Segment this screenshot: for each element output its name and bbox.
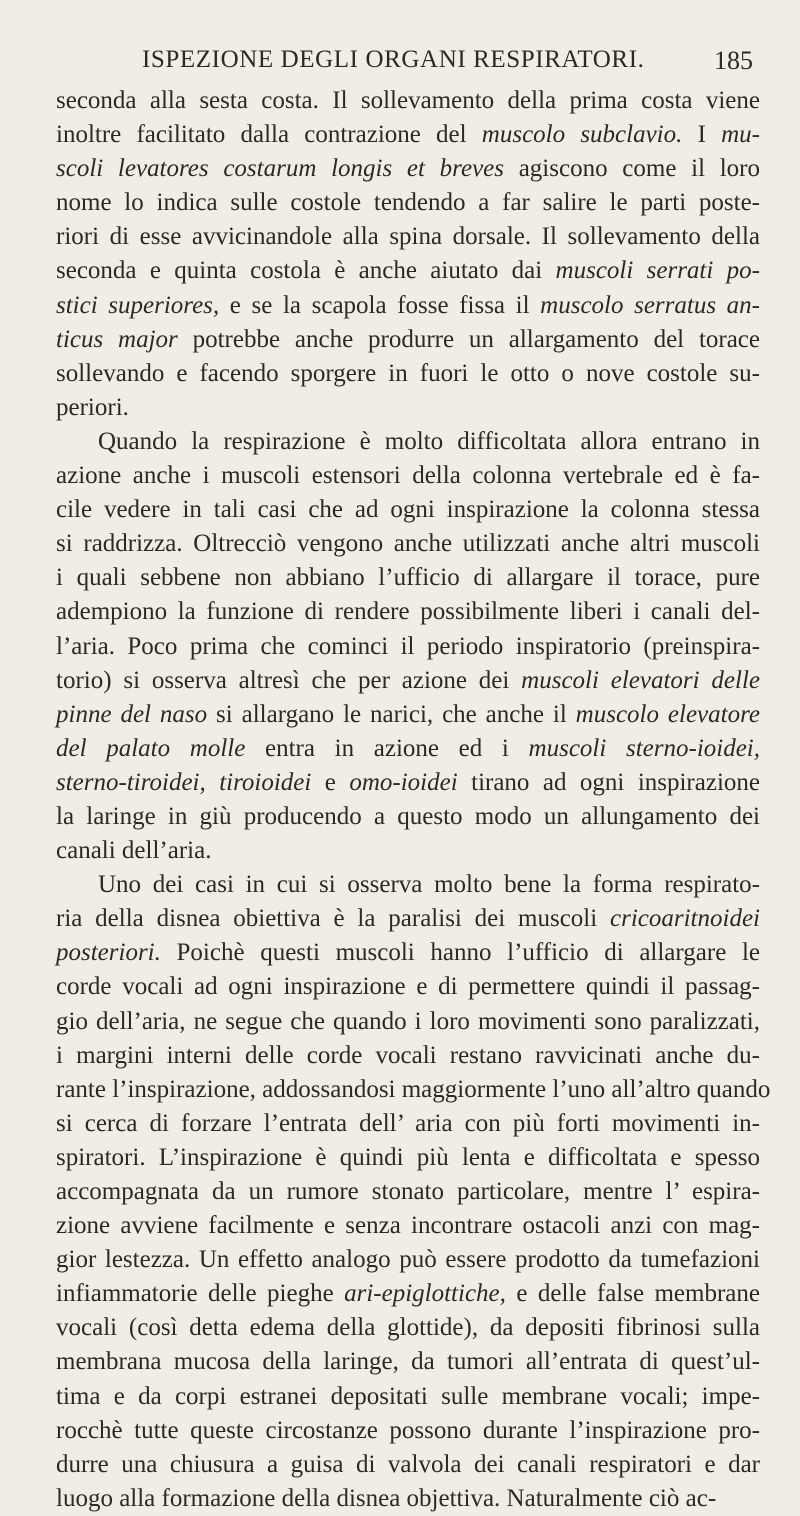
text-line xyxy=(56,493,760,527)
text-line xyxy=(56,1277,760,1311)
text-run: sollevando e facendo sporgere in fuori le otto o nove costole su- xyxy=(56,359,760,387)
italic-term: omo-ioidei xyxy=(349,768,458,796)
text-line xyxy=(56,834,760,868)
text-run: periori. xyxy=(56,393,129,421)
text-run: accompagnata da un rumore stonato particolare, mentre l’ espira- xyxy=(56,1178,760,1205)
text-run: corde vocali ad ogni inspirazione e di permettere quindi il passag- xyxy=(56,973,760,1001)
text-line xyxy=(56,425,760,459)
text-run: durre una chiusura a guisa di valvola dei canali respiratori e dar xyxy=(56,1450,760,1478)
text-line xyxy=(56,289,760,323)
text-line xyxy=(56,1209,760,1243)
text-run: si cerca di forzare l’entrata dell’ aria con più forti movimenti in- xyxy=(56,1109,760,1137)
italic-term: muscoli elevatori delle xyxy=(521,666,760,694)
italic-term: posteriori. xyxy=(56,939,161,967)
text-line xyxy=(56,1073,771,1107)
text-line xyxy=(56,664,760,698)
text-line xyxy=(56,1039,760,1073)
text-run: riori di esse avvicinandole alla spina dorsale. Il sollevamento della xyxy=(56,223,760,251)
text-line xyxy=(56,595,760,629)
text-line xyxy=(56,561,760,595)
text-run: cile vedere in tali casi che ad ogni inspirazione la colonna stessa xyxy=(56,496,760,524)
text-line xyxy=(56,391,760,425)
text-run: azione anche i muscoli estensori della colonna vertebrale ed è fa- xyxy=(56,462,760,490)
text-line xyxy=(56,1380,760,1414)
italic-term: pinne del naso xyxy=(56,700,208,728)
text-line xyxy=(56,800,760,834)
text-line xyxy=(56,1482,760,1516)
page-number: 185 xyxy=(714,46,753,75)
text-run: zione avviene facilmente e senza incontrare ostacoli anzi con mag- xyxy=(56,1212,760,1240)
text-run: i quali sebbene non abbiano l’ufficio di allargare il torace, pure xyxy=(56,564,760,592)
text-line xyxy=(56,1448,760,1482)
text-run: l’aria. Poco prima che cominci il periodo inspiratorio (preinspira- xyxy=(56,632,760,660)
italic-term: muscolo subclavio. xyxy=(481,121,683,149)
text-run: canali dell’aria. xyxy=(56,837,212,865)
text-line xyxy=(56,1243,760,1277)
text-run: I xyxy=(682,121,722,149)
italic-term: muscoli serrati po- xyxy=(555,257,760,285)
running-head xyxy=(0,38,800,78)
text-line xyxy=(56,766,760,800)
text-run: e se la scapola fosse fissa il xyxy=(219,291,541,319)
text-line xyxy=(56,323,760,357)
text-line xyxy=(56,527,760,561)
text-line xyxy=(56,118,760,152)
text-run: rante l’inspirazione, addossandosi maggiormente l’uno all’altro quando xyxy=(56,1075,771,1103)
text-line xyxy=(56,220,760,254)
text-line xyxy=(56,936,760,970)
italic-term: muscolo elevatore xyxy=(575,700,760,728)
italic-term: ari-epiglottiche, xyxy=(344,1280,506,1308)
text-line xyxy=(56,698,760,732)
text-run: torio) si osserva altresì che per azione dei xyxy=(56,666,522,694)
text-line xyxy=(56,1311,760,1345)
text-run: e xyxy=(311,768,350,796)
text-run: tima e da corpi estranei depositati sulle membrane vocali; impe- xyxy=(56,1382,760,1410)
text-run: adempiono la funzione di rendere possibilmente liberi i canali del- xyxy=(56,598,760,626)
italic-term: stici superiores, xyxy=(56,291,220,319)
text-run: vocali (così detta edema della glottide), da depositi fibrinosi sulla xyxy=(56,1314,760,1342)
text-run: si raddrizza. Oltrecciò vengono anche utilizzati anche altri muscoli xyxy=(56,530,760,558)
text-line xyxy=(56,902,760,936)
text-run: rocchè tutte queste circostanze possono durante l’inspirazione pro- xyxy=(56,1416,760,1444)
italic-term: muscoli sterno-ioidei, xyxy=(528,734,760,762)
text-run: Uno dei casi in cui si osserva molto bene la forma respirato- xyxy=(98,871,760,899)
text-line xyxy=(56,970,760,1004)
text-run: seconda alla sesta costa. Il sollevamento della prima costa viene xyxy=(56,87,760,114)
text-line xyxy=(56,732,760,766)
text-run: potrebbe anche produrre un allargamento del torace xyxy=(177,325,761,353)
text-line xyxy=(56,186,760,220)
text-run: spiratori. L’inspirazione è quindi più lenta e difficoltata e spesso xyxy=(56,1143,760,1171)
text-line xyxy=(56,254,760,288)
body-text xyxy=(56,84,771,1516)
text-line xyxy=(56,1107,760,1141)
text-line xyxy=(56,1345,760,1379)
text-run: seconda e quinta costola è anche aiutato dai xyxy=(56,257,556,285)
text-run: luogo alla formazione della disnea objettiva. Naturalmente ciò ac- xyxy=(56,1484,717,1512)
text-line xyxy=(56,84,760,118)
text-run: infiammatorie delle pieghe xyxy=(56,1280,345,1308)
text-run: entra in azione ed i xyxy=(245,734,529,762)
text-line xyxy=(56,459,760,493)
italic-term: muscolo serratus an- xyxy=(540,291,761,319)
text-run: agiscono come il loro xyxy=(504,155,760,183)
italic-term: mu- xyxy=(721,121,760,149)
italic-term: del palato molle xyxy=(56,734,246,762)
text-line xyxy=(56,868,760,902)
italic-term: cricoaritnoidei xyxy=(610,905,760,933)
text-run: gio dell’aria, ne segue che quando i loro movimenti sono paralizzati, xyxy=(56,1007,760,1035)
italic-term: scoli levatores costarum longis et breves xyxy=(56,155,504,183)
text-run: gior lestezza. Un effetto analogo può essere prodotto da tumefazioni xyxy=(56,1246,760,1274)
text-line xyxy=(56,1005,760,1039)
text-line xyxy=(56,1414,760,1448)
text-line xyxy=(56,630,760,664)
text-run: nome lo indica sulle costole tendendo a far salire le parti poste- xyxy=(56,189,760,217)
text-run: Quando la respirazione è molto difficoltata allora entrano in xyxy=(98,427,760,455)
text-line xyxy=(56,152,760,186)
text-run: ria della disnea obiettiva è la paralisi dei muscoli xyxy=(56,905,611,933)
text-line xyxy=(56,1175,760,1209)
italic-term: sterno-tiroidei, tiroioidei xyxy=(56,768,312,796)
text-run: tirano ad ogni inspirazione xyxy=(457,768,760,796)
text-run: inoltre facilitato dalla contrazione del xyxy=(56,121,482,149)
text-run: la laringe in giù producendo a questo modo un allungamento dei xyxy=(56,802,760,830)
text-run: Poichè questi muscoli hanno l’ufficio di allargare le xyxy=(160,939,760,967)
text-run: membrana mucosa della laringe, da tumori all’entrata di quest’ul- xyxy=(56,1348,760,1376)
italic-term: ticus major xyxy=(56,325,178,353)
text-line xyxy=(56,1141,760,1175)
running-title: ISPEZIONE DEGLI ORGANI RESPIRATORI. xyxy=(142,46,645,73)
text-run: i margini interni delle corde vocali restano ravvicinati anche du- xyxy=(56,1041,760,1069)
text-run: e delle false membrane xyxy=(505,1280,760,1308)
text-line xyxy=(56,357,760,391)
text-run: si allargano le narici, che anche il xyxy=(207,700,576,728)
